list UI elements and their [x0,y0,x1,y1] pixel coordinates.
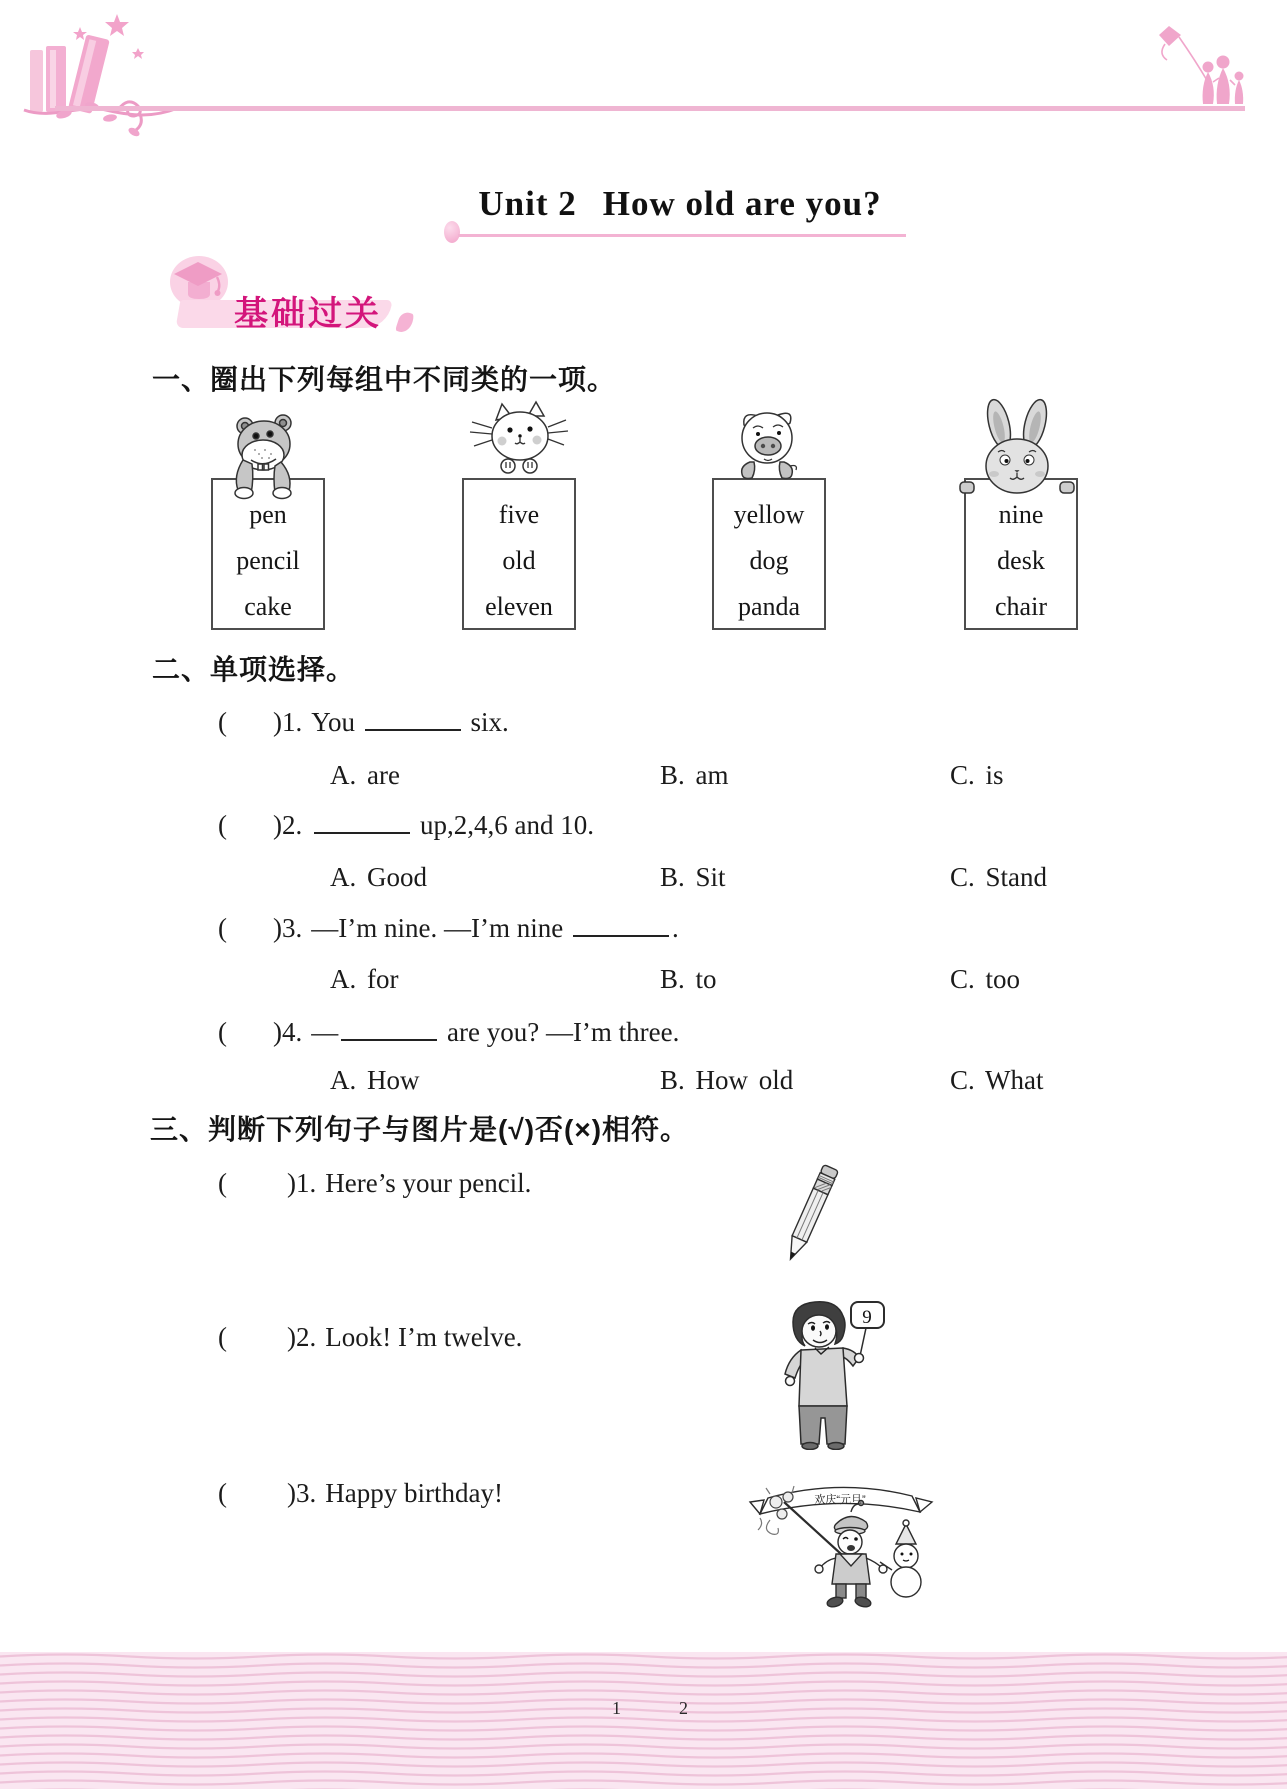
sign-number-label: 9 [862,1307,872,1328]
pig-icon [720,408,815,489]
option-a: A. for [330,964,399,994]
celebration-illustration [740,1472,940,1622]
answer-blank [314,809,410,834]
option-b: B. to [660,964,717,994]
option-a: A. Good [330,862,427,892]
page-number: 2 [679,1698,688,1718]
question-1 [218,706,509,738]
answer-blank [573,912,669,937]
option-c: C. is [950,760,1004,790]
pencil-illustration-icon [771,1160,847,1275]
card-word: eleven [485,592,553,621]
family-kite-ornament-icon [1150,22,1255,117]
item-text: Happy birthday! [325,1478,503,1508]
section-two-heading: 二、单项选择。 [152,654,356,685]
answer-paren: ( ) [218,706,282,737]
option-b: B. How old [660,1065,794,1095]
card-word: pen [249,500,287,529]
boy-with-sign-illustration [763,1298,888,1455]
judge-item-1 [218,1168,531,1199]
question-2 [218,809,594,841]
judge-item-3 [218,1478,503,1509]
item-text: Look! I’m twelve. [325,1322,523,1352]
cat-icon [468,400,568,489]
question-stem: . [671,912,679,943]
card-word: yellow [733,500,805,529]
question-stem: — [311,1016,339,1047]
question-number: 2. [282,809,303,840]
title-underline [458,234,906,237]
question-stem: You [311,706,362,737]
option-b: B. Sit [660,862,726,892]
item-number: 3. [296,1478,317,1508]
question-number: 4. [282,1016,303,1047]
question-stem: are you? —I’m three. [440,1016,680,1047]
question-stem: six. [463,706,509,737]
question-number: 3. [282,912,303,943]
card-word: five [498,500,540,529]
card-word: panda [737,592,801,621]
answer-blank [341,1016,437,1041]
answer-paren: ( ) [218,1322,296,1352]
question-stem: up,2,4,6 and 10. [413,809,594,840]
item-number: 2. [296,1322,317,1352]
page-number: 1 [612,1698,621,1718]
card-word: old [502,546,536,575]
card-word: chair [995,592,1047,621]
books-stars-ornament-icon [22,6,182,151]
unit-title-text: How old are you? [602,184,882,223]
question-stem: —I’m nine. —I’m nine [311,912,570,943]
card-word: dog [749,546,789,575]
answer-paren: ( ) [218,1478,296,1508]
answer-paren: ( ) [218,912,282,943]
header-rule-line [55,106,1245,111]
word-card-pig [712,478,826,630]
badge-label: 基础过关 [234,295,382,333]
question-number: 1. [282,706,303,737]
answer-paren: ( ) [218,1016,282,1047]
page-title [455,184,905,224]
option-c: C. too [950,964,1021,994]
unit-label: Unit 2 [478,184,577,223]
hippo-icon [225,414,320,505]
item-text: Here’s your pencil. [325,1168,532,1198]
question-3 [218,912,679,944]
option-c: C. Stand [950,862,1048,892]
footer-wave-band [0,1652,1287,1789]
rabbit-icon [952,398,1082,503]
section-badge [146,250,436,336]
badge-comma-icon [395,310,415,334]
question-4 [218,1016,679,1048]
option-a: A. are [330,760,400,790]
card-word: nine [998,500,1044,529]
item-number: 1. [296,1168,317,1198]
banner-text-label: 欢庆“元旦” [814,1494,866,1506]
section-three-heading: 三、判断下列句子与图片是(√)否(×)相符。 [150,1114,690,1145]
section-one-heading: 一、圈出下列每组中不同类的一项。 [152,364,617,395]
option-b: B. am [660,760,729,790]
card-word: cake [244,592,292,621]
option-a: A. How [330,1065,420,1095]
card-word: pencil [236,546,300,575]
answer-paren: ( ) [218,809,282,840]
card-word: desk [997,546,1045,575]
title-dot-icon [444,221,460,243]
word-card-cat [462,478,576,630]
answer-paren: ( ) [218,1168,296,1198]
answer-blank [365,706,461,731]
graduation-cap-icon [172,260,224,311]
judge-item-2 [218,1322,522,1353]
option-c: C. What [950,1065,1044,1095]
